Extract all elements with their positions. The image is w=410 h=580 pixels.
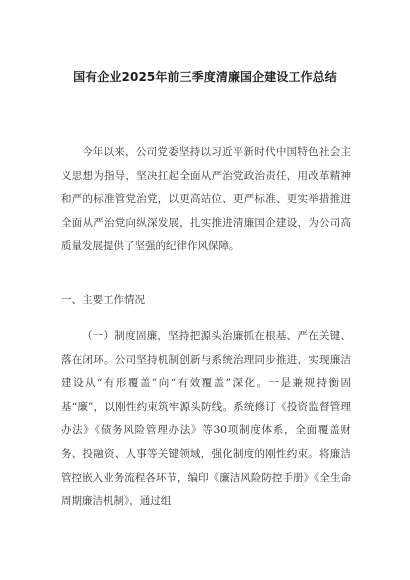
document-title: 国有企业2025年前三季度清廉国企建设工作总结: [73, 70, 337, 84]
section-paragraph: （一）制度固廉，坚持把源头治廉抓在根基、严在关键、落在闭环。公司坚持机制创新与系统治理同步推进，实现廉洁建设从“有形覆盖”向“有效覆盖”深化。一是兼规持衡固基“廉”，以刚性约束筑牢源头防线。系统修订《投资监督管理办法》《债务风险管理办法》等30项制度体系，全面覆盖财务、投融资、人事等关键领域，强化制度的刚性约束。将廉洁管控嵌入业务流程各环节，编印《廉洁风险防控手册》《全生命周期廉洁机制》，通过组: [61, 330, 351, 508]
section-heading: 一、主要工作情况: [61, 294, 145, 306]
intro-paragraph: 今年以来，公司党委坚持以习近平新时代中国特色社会主义思想为指导，坚决扛起全面从严治党政治责任，用改革精神和严的标准管党治党，以更高站位、更严标准、更实举措推进全面从严治党向纵深发展，扎实推进清廉国企建设，为公司高质量发展提供了坚强的纪律作风保障。: [61, 146, 351, 253]
